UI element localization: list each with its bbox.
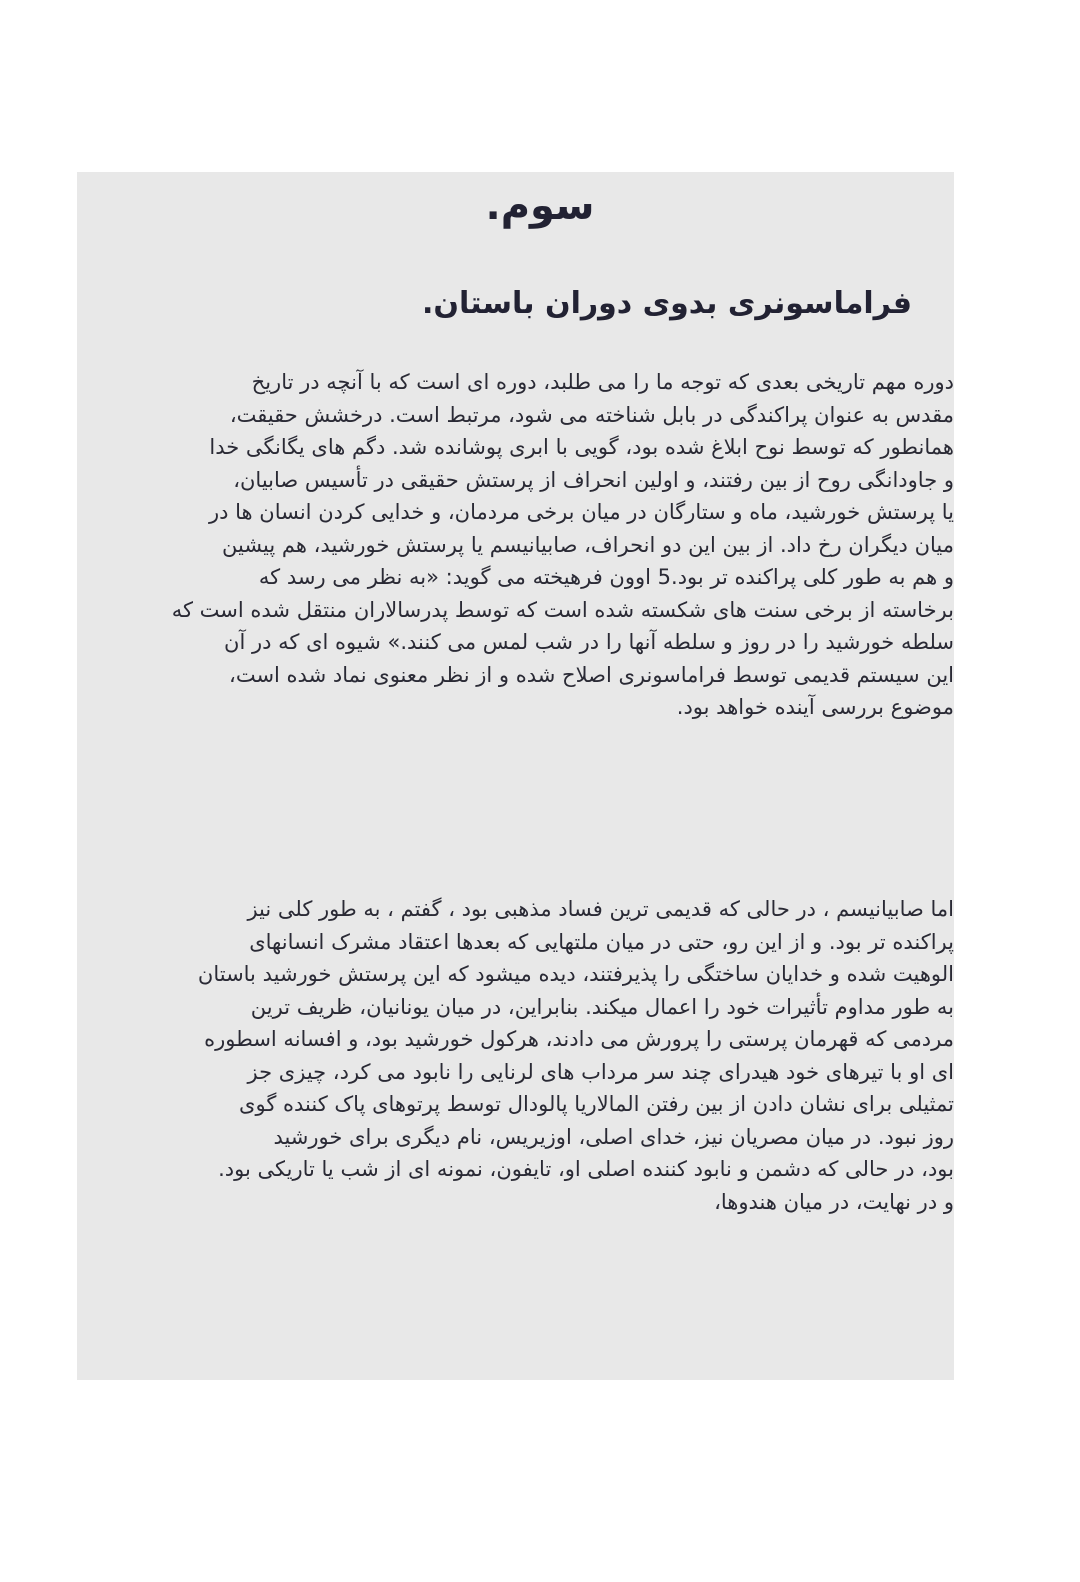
section-title: فراماسونری بدوی دوران باستان. bbox=[422, 286, 912, 321]
paragraph-2-line: الوهیت شده و خدایان ساختگی را پذیرفتند، دیده میشود که این پرستش خورشید باستان bbox=[197, 962, 954, 986]
paragraph-1-line: برخاسته از برخی سنت های شکسته شده است که توسط پدرسالاران منتقل شده است که bbox=[171, 597, 954, 622]
paragraph-2-line: تمثیلی برای نشان دادن از بین رفتن المالاریا پالودال توسط پرتوهای پاک کننده گوی bbox=[239, 1092, 954, 1116]
body-paragraph-1 bbox=[154, 366, 954, 724]
paragraph-2-line: به طور مداوم تأثیرات خود را اعمال میکند. بنابراین، در میان یونانیان، ظریف ترین bbox=[250, 994, 954, 1019]
paragraph-1-line: یا پرستش خورشید، ماه و ستارگان در میان برخی مردمان، و خدایی کردن انسان ها در bbox=[208, 500, 954, 524]
paragraph-1-line: و هم به طور کلی پراکنده تر بود.5 اوون فرهیخته می گوید: «به نظر می رسد که bbox=[258, 565, 954, 589]
chapter-title: سوم. bbox=[485, 183, 595, 229]
paragraph-1-line: همانطور که توسط نوح ابلاغ شده بود، گویی با ابری پوشانده شد. دگم های یگانگی خدا bbox=[209, 435, 954, 459]
paragraph-1-line: موضوع بررسی آینده خواهد بود. bbox=[676, 695, 954, 719]
paragraph-2-line: بود، در حالی که دشمن و نابود کننده اصلی او، تایفون، نمونه ای از شب یا تاریکی بود. bbox=[218, 1157, 954, 1181]
paragraph-2-line: اما صابیانیسم ، در حالی که قدیمی ترین فساد مذهبی بود ، گفتم ، به طور کلی نیز bbox=[247, 897, 954, 921]
paragraph-1-line: مقدس به عنوان پراکندگی در بابل شناخته می شود، مرتبط است. درخشش حقیقت، bbox=[229, 402, 954, 427]
paragraph-2-line: پراکنده تر بود. و از این رو، حتی در میان ملتهایی که بعدها اعتقاد مشرک انسانهای bbox=[249, 929, 954, 954]
body-paragraph-2 bbox=[154, 893, 954, 1218]
paragraph-2-line: مردمی که قهرمان پرستی را پرورش می دادند، هرکول خورشید بود، و افسانه اسطوره bbox=[204, 1027, 954, 1051]
paragraph-1-line: سلطه خورشید را در روز و سلطه آنها را در شب لمس می کنند.» شیوه ای که در آن bbox=[224, 630, 954, 654]
paragraph-2-line: ای او با تیرهای خود هیدرای چند سر مرداب های لرنایی را نابود می کرد، چیزی جز bbox=[247, 1059, 954, 1084]
paragraph-1-line: این سیستم قدیمی توسط فراماسونری اصلاح شده و از نظر معنوی نماد شده است، bbox=[229, 662, 954, 687]
paragraph-1-line: و جاودانگی روح از بین رفتند، و اولین انحراف از پرستش حقیقی در تأسیس صابیان، bbox=[233, 467, 954, 492]
paragraph-2-line: روز نبود. در میان مصریان نیز، خدای اصلی، اوزیریس، نام دیگری برای خورشید bbox=[273, 1124, 954, 1149]
paragraph-2-line: و در نهایت، در میان هندوها، bbox=[714, 1189, 954, 1214]
paragraph-1-line: دوره مهم تاریخی بعدی که توجه ما را می طلبد، دوره ای است که با آنچه در تاریخ bbox=[251, 370, 954, 394]
paragraph-1-line: میان دیگران رخ داد. از بین این دو انحراف، صابیانیسم یا پرستش خورشید، هم پیشین bbox=[222, 532, 954, 557]
